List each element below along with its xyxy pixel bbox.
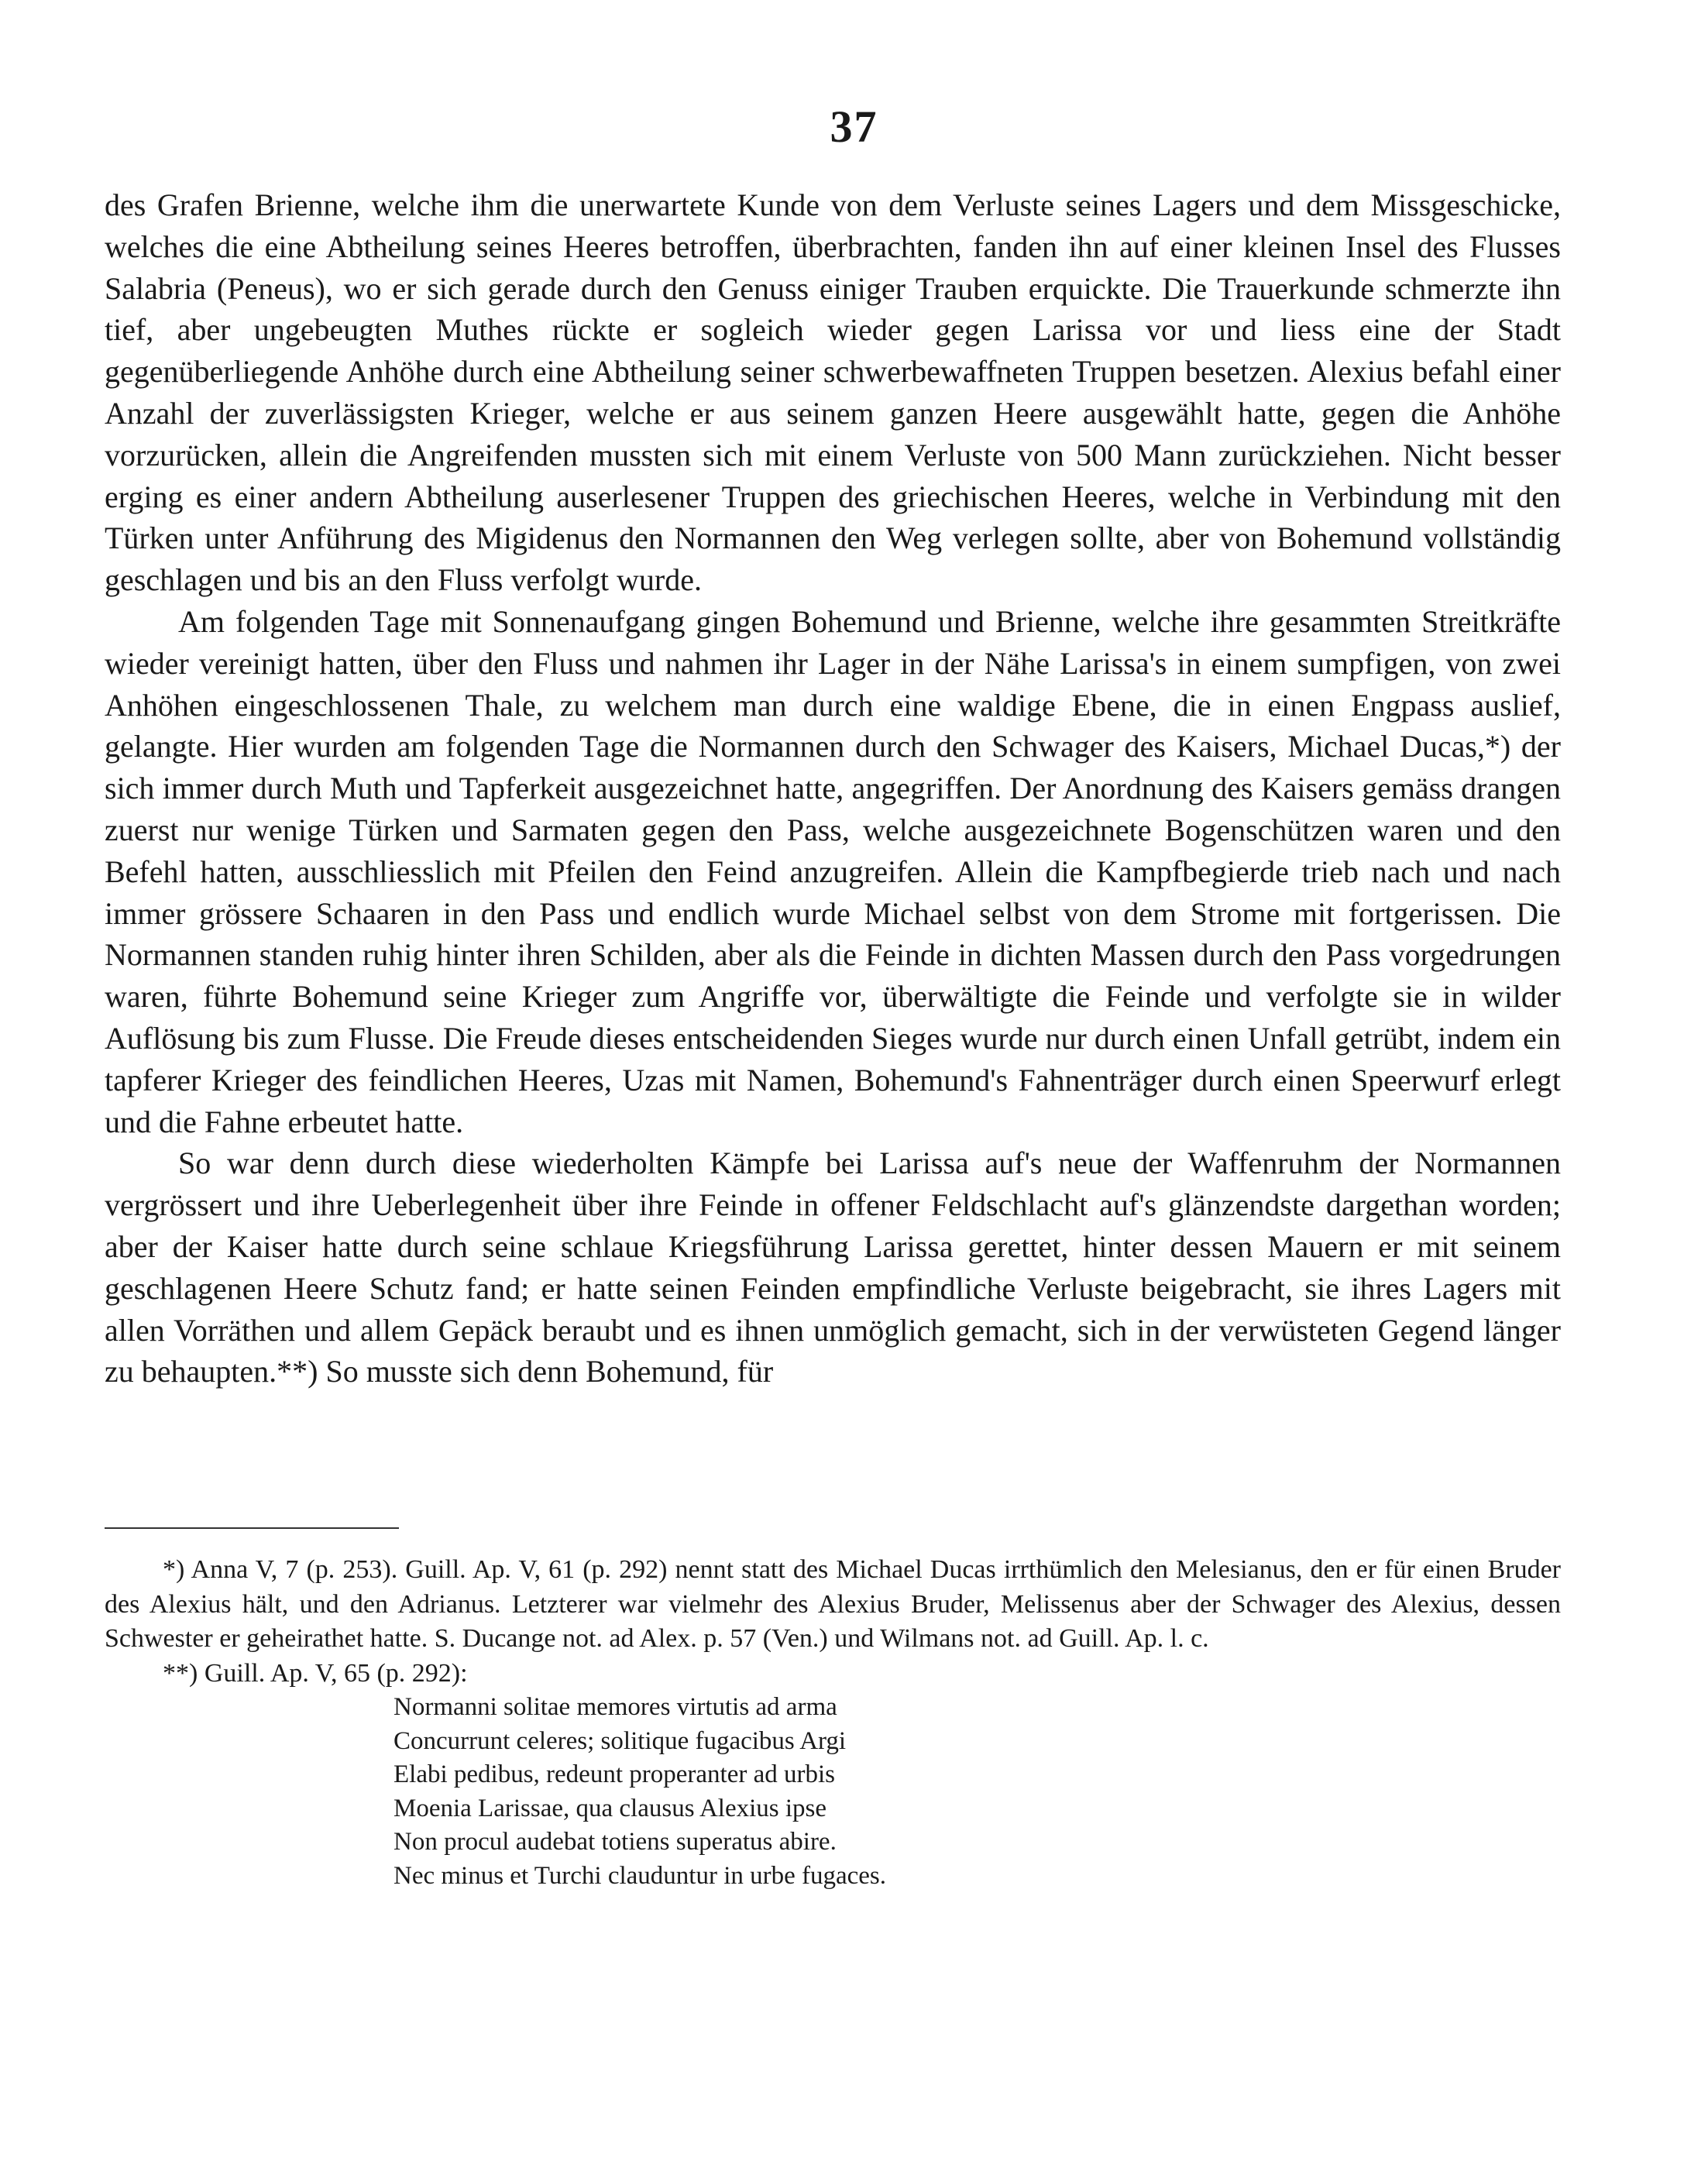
paragraph-2: Am folgenden Tage mit Sonnenaufgang gingen Bohemund und Brienne, welche ihre gesammten Streitkräfte wieder vereinigt hatten, über den Fluss und nahmen ihr Lager in der Nähe Larissa's in einem sumpfigen, von zwei Anhöhen eingeschlossenen Thale, zu welchem man durch eine waldige Ebene, die in einen Engpass auslief, gelangte. Hier wurden am folgenden Tage die Normannen durch den Schwager des Kaisers, Michael Ducas,*) der sich immer durch Muth und Tapferkeit ausgezeichnet hatte, angegriffen. Der Anordnung des Kaisers gemäss drangen zuerst nur wenige Türken und Sarmaten gegen den Pass, welche ausgezeichnete Bogenschützen waren und den Befehl hatten, ausschliesslich mit Pfeilen den Feind anzugreifen. Allein die Kampfbegierde trieb nach und nach immer grössere Schaaren in den Pass und endlich wurde Michael selbst von dem Strome mit fortgerissen. Die Normannen standen ruhig hinter ihren Schilden, aber als die Feinde in dichten Massen durch den Pass vorgedrungen waren, führte Bohemund seine Krieger zum Angriffe vor, überwältigte die Feinde und verfolgte sie in wilder Auflösung bis zum Flusse. Die Freude dieses entscheidenden Sieges wurde nur durch einen Unfall getrübt, indem ein tapferer Krieger des feindlichen Heeres, Uzas mit Namen, Bohemund's Fahnenträger durch einen Speerwurf erlegt und die Fahne erbeutet hatte. bbox=[105, 603, 1561, 1139]
verse-line: Concurrunt celeres; solitique fugacibus Argi bbox=[393, 1726, 847, 1755]
paragraph-1: des Grafen Brienne, welche ihm die unerwartete Kunde von dem Verluste seines Lagers und dem Missgeschicke, welches die eine Abtheilung seines Heeres betroffen, überbrachten, fanden ihn auf einer kleinen Insel des Flusses Salabria (Peneus), wo er sich gerade durch den Genuss einiger Trauben erquickte. Die Trauerkunde schmerzte ihn tief, aber ungebeugten Muthes rückte er sogleich wieder gegen Larissa vor und liess eine der Stadt gegenüberliegende Anhöhe durch eine Abtheilung seiner schwerbewaffneten Truppen besetzen. Alexius befahl einer Anzahl der zuverlässigsten Krieger, welche er aus seinem ganzen Heere ausgewählt hatte, gegen die Anhöhe vorzurücken, allein die Angreifenden mussten sich mit einem Verluste von 500 Mann zurückziehen. Nicht besser erging es einer andern Abtheilung auserlesener Truppen des griechischen Heeres, welche in Verbindung mit den Türken unter Anführung des Migidenus den Normannen den Weg verlegen sollte, aber von Bohemund vollständig geschlagen und bis an den Fluss verfolgt wurde. bbox=[105, 187, 1561, 598]
footnote-2-intro: **) Guill. Ap. V, 65 (p. 292): bbox=[163, 1658, 468, 1688]
footnotes bbox=[105, 1553, 1561, 1893]
paragraph-3: So war denn durch diese wiederholten Kämpfe bei Larissa auf's neue der Waffenruhm der Normannen vergrössert und ihre Ueberlegenheit über ihre Feinde in offener Feldschlacht auf's glänzendste dargethan worden; aber der Kaiser hatte durch seine schlaue Kriegsführung Larissa gerettet, hinter dessen Mauern er mit seinem geschlagenen Heere Schutz fand; er hatte seinen Feinden empfindliche Verluste beigebracht, sie ihres Lagers mit allen Vorräthen und allem Gepäck beraubt und es ihnen unmöglich gemacht, sich in der verwüsteten Gegend länger zu behaupten.**) So musste sich denn Bohemund, für bbox=[105, 1145, 1561, 1389]
main-text bbox=[105, 184, 1561, 1393]
verse-line: Non procul audebat totiens superatus abire. bbox=[393, 1828, 837, 1856]
verse-line: Nec minus et Turchi clauduntur in urbe fugaces. bbox=[393, 1861, 887, 1890]
footnote-verse bbox=[393, 1691, 1561, 1893]
page-number: 37 bbox=[830, 101, 878, 152]
verse-line: Elabi pedibus, redeunt properanter ad urbis bbox=[393, 1760, 835, 1788]
verse-line: Normanni solitae memores virtutis ad arma bbox=[393, 1693, 837, 1721]
footnote-1: *) Anna V, 7 (p. 253). Guill. Ap. V, 61 (p. 292) nennt statt des Michael Ducas irrthümlich den Melesianus, den er für einen Bruder des Alexius hält, und den Adrianus. Letzterer war vielmehr des Alexius Bruder, Melissenus aber der Schwager des Alexius, dessen Schwester er geheirathet hatte. S. Ducange not. ad Alex. p. 57 (Ven.) und Wilmans not. ad Guill. Ap. l. c. bbox=[105, 1555, 1561, 1653]
verse-line: Moenia Larissae, qua clausus Alexius ipse bbox=[393, 1794, 827, 1822]
footnote-divider bbox=[105, 1527, 399, 1529]
